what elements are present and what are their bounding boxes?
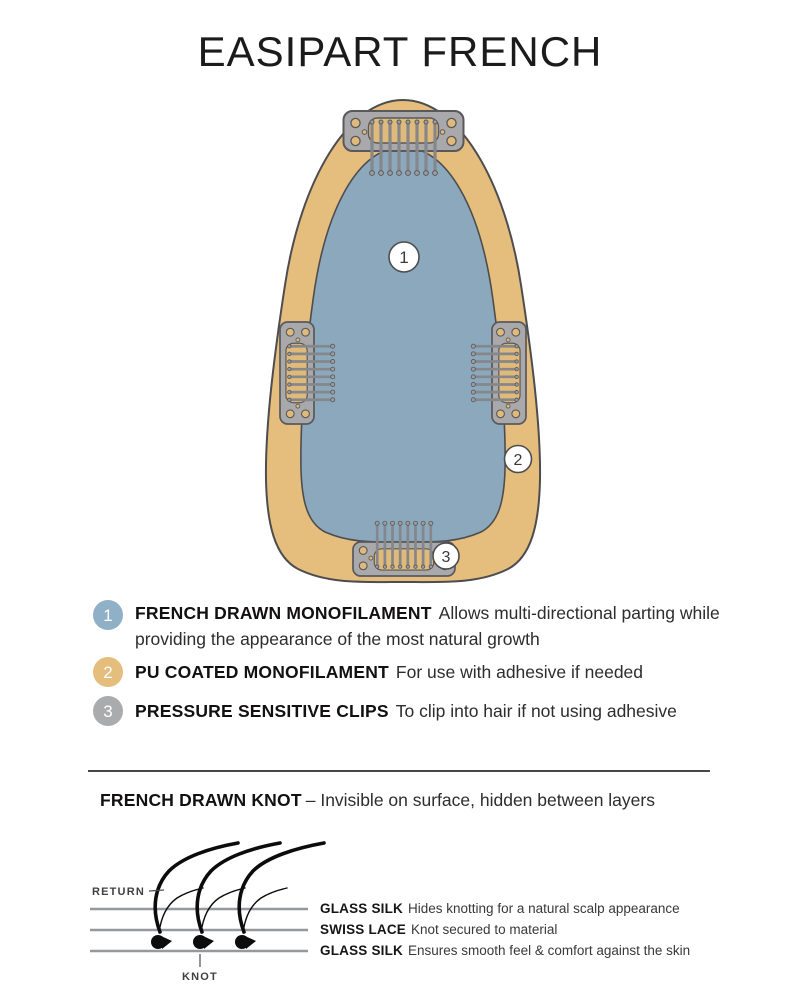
legend-item-pressure-sensitive-clips <box>93 696 677 726</box>
legend-description-2: For use with adhesive if needed <box>395 662 644 682</box>
layer-1-name: GLASS SILK <box>320 901 404 916</box>
knot-label: KNOT <box>182 971 218 983</box>
legend-description-1: Allows multi-directional parting while providing the appearance of the most natural growth <box>135 603 720 649</box>
layer-2-name: SWISS LACE <box>320 922 407 937</box>
legend-item-french-drawn-monofilament <box>93 600 747 652</box>
callout-3-number: 3 <box>441 549 451 566</box>
layer-2-description: Knot secured to material <box>411 922 558 937</box>
layer-3-name: GLASS SILK <box>320 943 404 958</box>
callout-1 <box>389 242 419 272</box>
callout-2 <box>505 446 532 473</box>
legend-badge-1-number: 1 <box>103 606 113 625</box>
return-pointer-line <box>149 890 164 891</box>
section-divider <box>88 770 710 772</box>
callout-3 <box>433 543 459 569</box>
hairpiece-diagram <box>253 95 553 595</box>
legend-badge-2 <box>93 657 123 687</box>
legend-badge-3 <box>93 696 123 726</box>
layer-1-description: Hides knotting for a natural scalp appearance <box>408 901 680 916</box>
legend-text-1 <box>135 600 747 652</box>
legend-text-3 <box>135 696 677 726</box>
legend-label-1: FRENCH DRAWN MONOFILAMENT <box>135 603 432 623</box>
legend-badge-2-number: 2 <box>103 663 113 682</box>
layer-label-swiss-lace <box>320 921 557 939</box>
legend-text-2 <box>135 657 643 687</box>
knot-section-heading <box>100 790 655 811</box>
knot-heading-description: – Invisible on surface, hidden between layers <box>305 790 655 810</box>
hair-strands <box>155 843 324 933</box>
legend-label-3: PRESSURE SENSITIVE CLIPS <box>135 701 389 721</box>
legend-badge-1 <box>93 600 123 630</box>
knot-cross-section-diagram <box>60 830 360 990</box>
knots <box>151 935 256 949</box>
knot-heading-label: FRENCH DRAWN KNOT <box>100 790 302 810</box>
legend-item-pu-coated-monofilament <box>93 657 643 687</box>
layer-3-description: Ensures smooth feel & comfort against the skin <box>408 943 691 958</box>
callout-2-number: 2 <box>513 452 523 469</box>
layer-label-glass-silk-top <box>320 900 680 918</box>
callout-1-number: 1 <box>399 248 409 267</box>
layer-label-glass-silk-bottom <box>320 942 690 960</box>
legend-label-2: PU COATED MONOFILAMENT <box>135 662 389 682</box>
return-label: RETURN <box>91 886 145 898</box>
page-title: EASIPART FRENCH <box>197 28 603 75</box>
legend-description-3: To clip into hair if not using adhesive <box>395 701 677 721</box>
legend-badge-3-number: 3 <box>103 702 113 721</box>
